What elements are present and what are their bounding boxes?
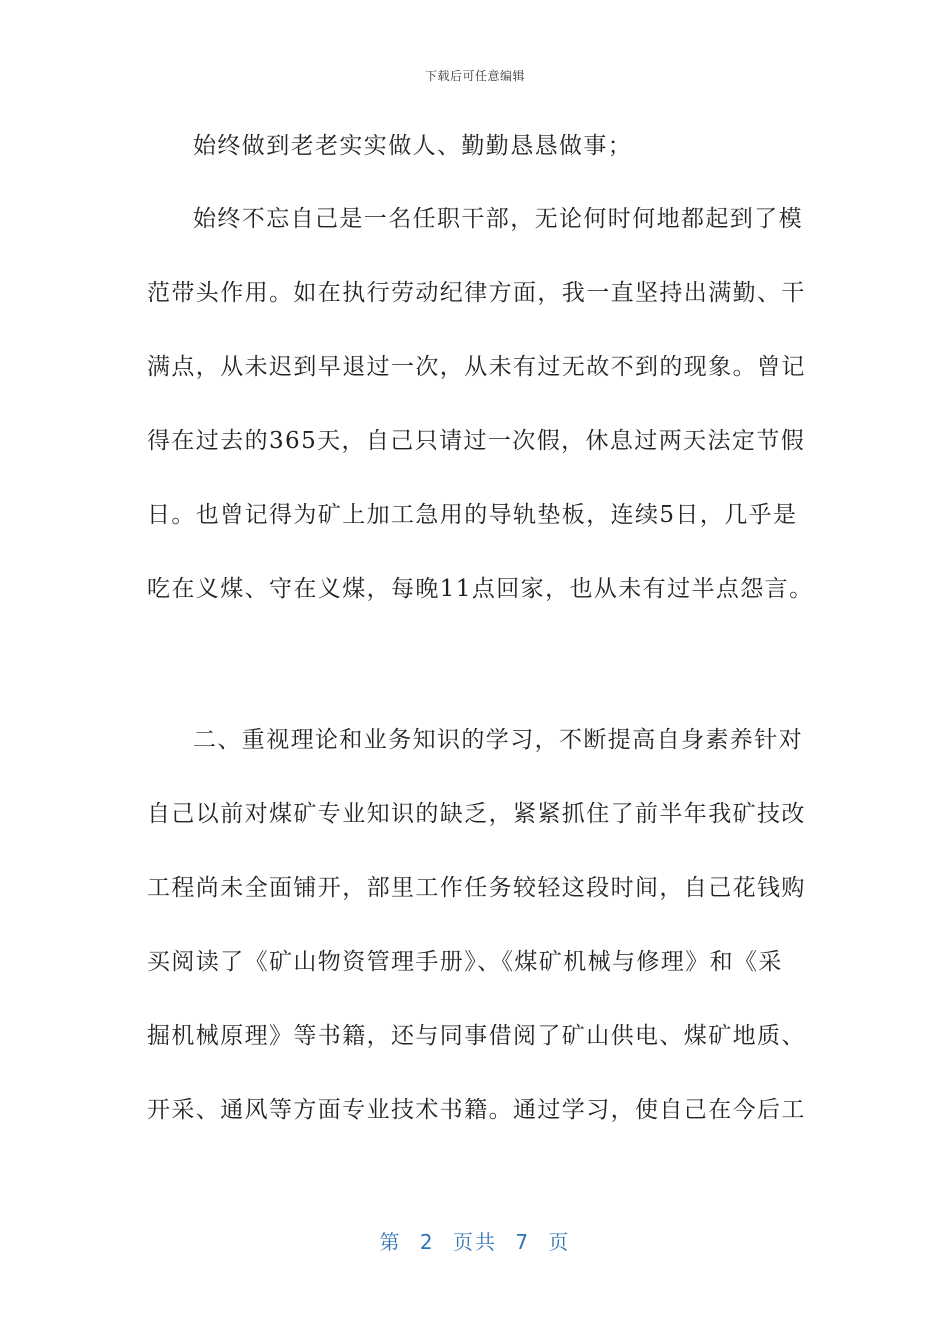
paragraph-line: 掘机械原理》等书籍，还与同事借阅了矿山供电、煤矿地质、 — [147, 1023, 806, 1049]
paragraph-1 — [147, 109, 797, 183]
paragraph-line: 开采、通风等方面专业技术书籍。通过学习，使自己在今后工 — [147, 1097, 806, 1123]
paragraph-line: 买阅读了《矿山物资管理手册》、《煤矿机械与修理》和《采 — [147, 949, 783, 975]
paragraph-line: 日。也曾记得为矿上加工急用的导轨垫板，连续5日，几乎是 — [147, 502, 798, 528]
paragraph-3 — [147, 703, 806, 1147]
paragraph-line: 范带头作用。如在执行劳动纪律方面，我一直坚持出满勤、干 — [147, 280, 806, 306]
paragraph-line: 满点，从未迟到早退过一次，从未有过无故不到的现象。曾记 — [147, 354, 806, 380]
paragraph-2 — [147, 182, 814, 626]
paragraph-line: 工程尚未全面铺开，部里工作任务较轻这段时间，自己花钱购 — [147, 875, 806, 901]
paragraph-line: 自己以前对煤矿专业知识的缺乏，紧紧抓住了前半年我矿技改 — [147, 801, 806, 827]
paragraph-line: 得在过去的365天，自己只请过一次假，休息过两天法定节假 — [147, 428, 806, 454]
page-header: 下载后可任意编辑 — [424, 69, 525, 83]
paragraph-line: 始终不忘自己是一名任职干部，无论何时何地都起到了模 — [193, 206, 803, 232]
paragraph-line: 始终做到老老实实做人、勤勤恳恳做事； — [193, 133, 633, 159]
paragraph-line: 吃在义煤、守在义煤，每晚11点回家，也从未有过半点怨言。 — [147, 576, 814, 602]
page-footer: 第 2 页共 7 页 — [379, 1230, 571, 1254]
paragraph-line: 二、重视理论和业务知识的学习，不断提高自身素养针对 — [193, 727, 803, 753]
